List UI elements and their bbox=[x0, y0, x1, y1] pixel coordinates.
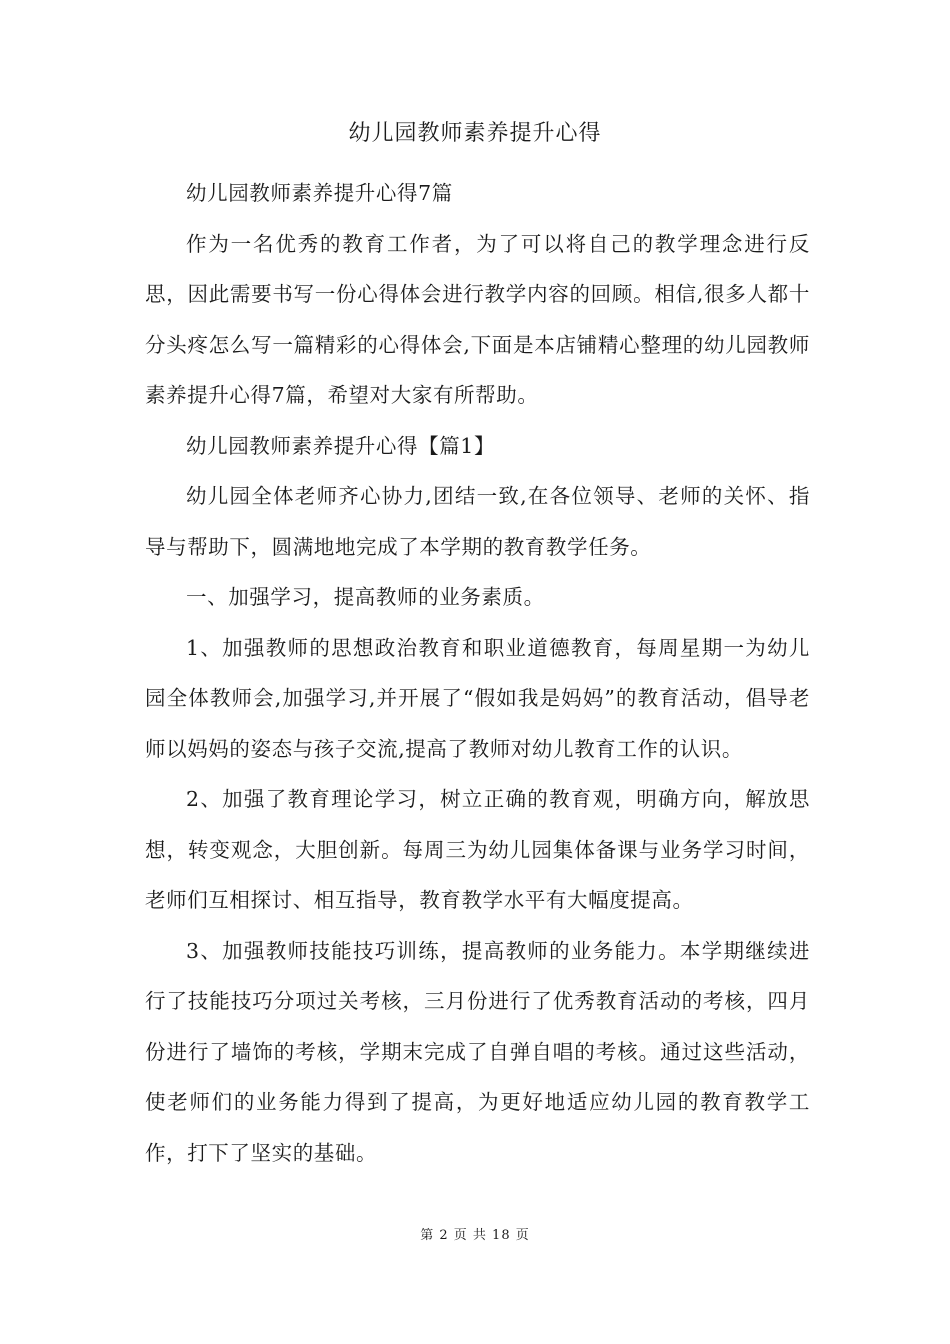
paragraph-item-2: 2、加强了教育理论学习，树立正确的教育观，明确方向，解放思想，转变观念，大胆创新。每周三为幼儿园集体备课与业务学习时间，老师们互相探讨、相互指导，教育教学水平有大幅度提高。 bbox=[145, 787, 810, 912]
paragraph-point-heading: 一、加强学习，提高教师的业务素质。 bbox=[186, 585, 545, 609]
paragraph-section-heading: 幼儿园教师素养提升心得【篇1】 bbox=[186, 433, 496, 458]
document-body bbox=[145, 168, 810, 1178]
paragraph-subtitle: 幼儿园教师素养提升心得7篇 bbox=[186, 181, 453, 205]
paragraph-summary: 幼儿园全体老师齐心协力,团结一致,在各位领导、老师的关怀、指导与帮助下，圆满地地完成了本学期的教育教学任务。 bbox=[145, 484, 810, 559]
document-title: 幼儿园教师素养提升心得 bbox=[348, 121, 602, 146]
paragraph-item-3: 3、加强教师技能技巧训练，提高教师的业务能力。本学期继续进行了技能技巧分项过关考核，三月份进行了优秀教育活动的考核，四月份进行了墙饰的考核，学期末完成了自弹自唱的考核。通过这些活动，使老师们的业务能力得到了提高，为更好地适应幼儿园的教育教学工作，打下了坚实的基础。 bbox=[145, 938, 810, 1165]
paragraph-item-1: 1、加强教师的思想政治教育和职业道德教育，每周星期一为幼儿园全体教师会,加强学习,并开展了“假如我是妈妈”的教育活动，倡导老师以妈妈的姿态与孩子交流,提高了教师对幼儿教育工作的认识。 bbox=[145, 635, 810, 761]
paragraph-intro: 作为一名优秀的教育工作者，为了可以将自己的教学理念进行反思，因此需要书写一份心得体会进行教学内容的回顾。相信,很多人都十分头疼怎么写一篇精彩的心得体会,下面是本店铺精心整理的幼儿园教师素养提升心得7篇，希望对大家有所帮助。 bbox=[145, 231, 810, 407]
page-footer: 第 2 页 共 18 页 bbox=[420, 1228, 530, 1243]
